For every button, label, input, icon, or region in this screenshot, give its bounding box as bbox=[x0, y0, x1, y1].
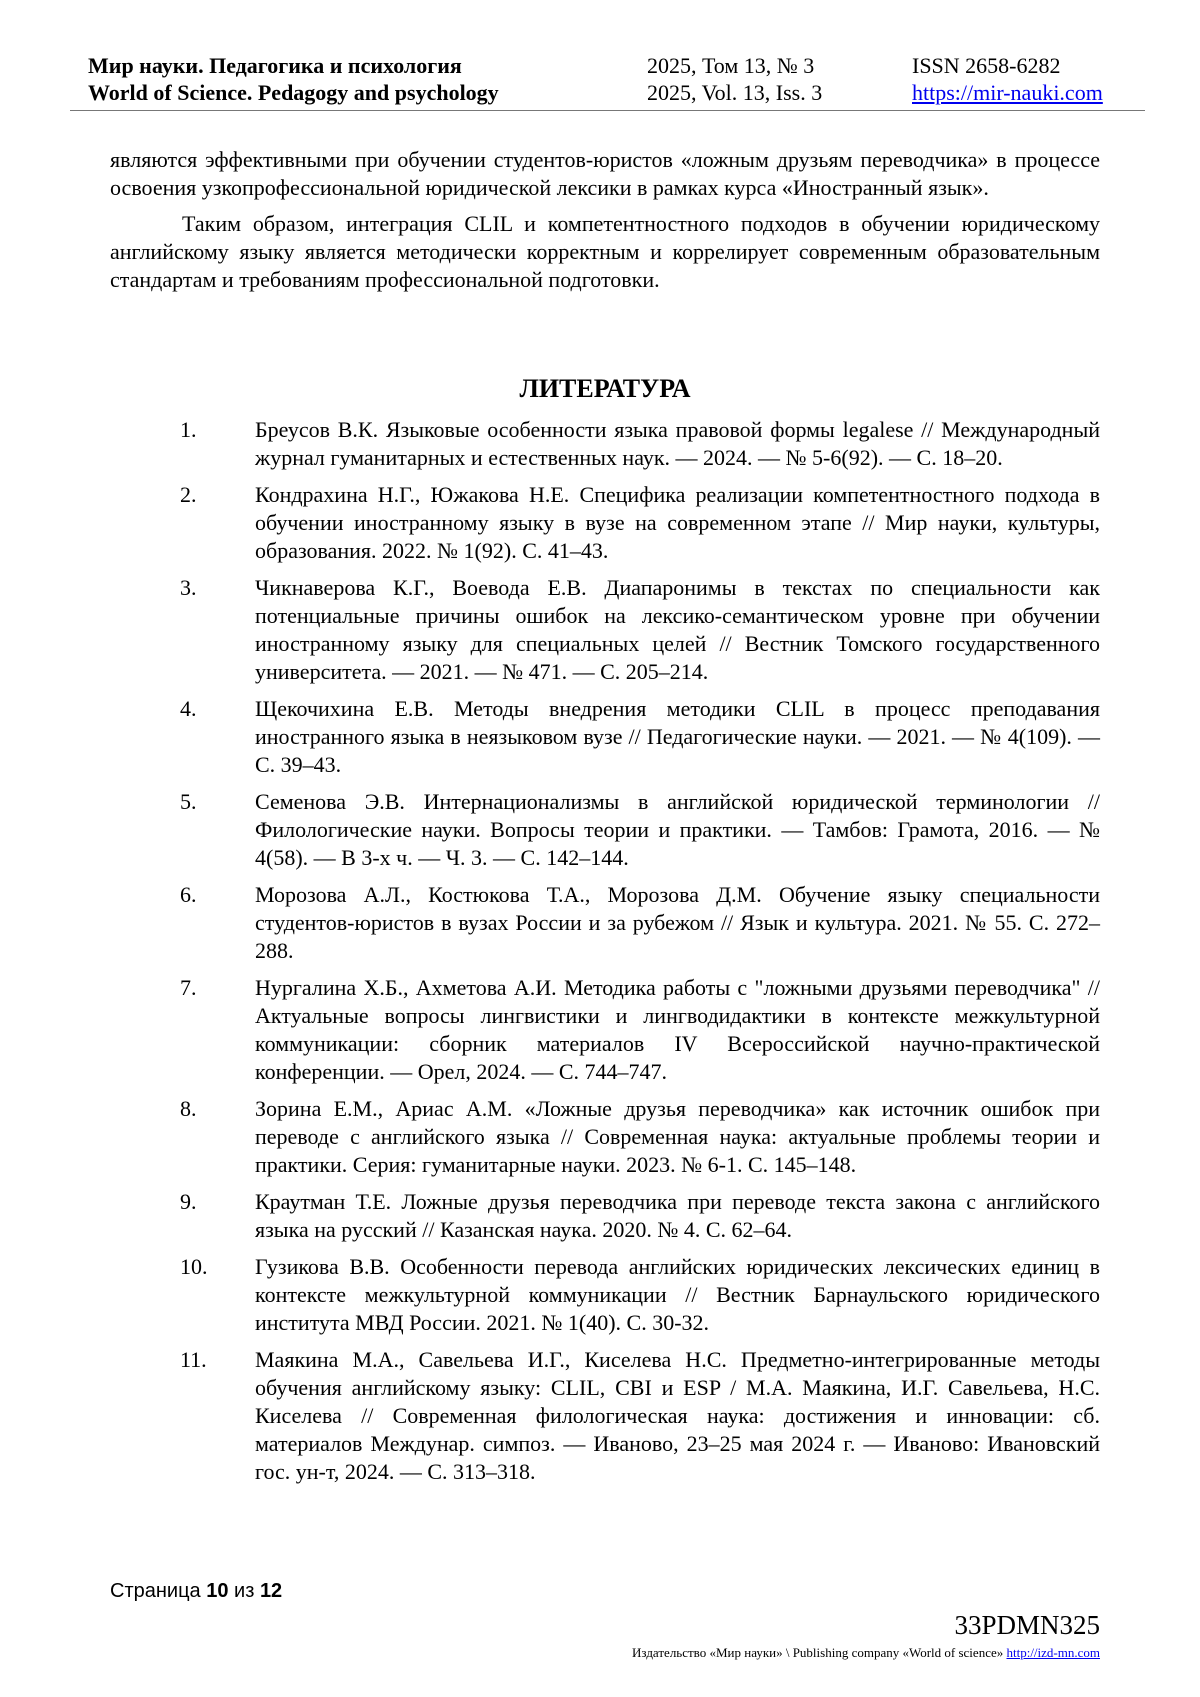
paragraph-2: Таким образом, интеграция CLIL и компетентностного подходов в обучении юридическому английскому языку является методически корректным и коррелирует современным образовательным стандартам и требованиям профессиональной подготовки. bbox=[110, 211, 1100, 292]
reference-text: Маякина М.А., Савельева И.Г., Киселева Н.С. Предметно-интегрированные методы обучения английскому языку: CLIL, CBI и ESP / М.А. Маякина, И.Г. Савельева, Н.С. Киселева // Современная филологическая наука: достижения и инновации: сб. материалов Междунар. симпоз. — Иваново, 23–25 мая 2024 г. — Иваново: Ивановский гос. ун-т, 2024. — С. 313–318. bbox=[255, 1347, 1100, 1484]
reference-text: Семенова Э.В. Интернационализмы в английской юридической терминологии // Филологические науки. Вопросы теории и практики. — Тамбов: Грамота, 2016. — № 4(58). — В 3-х ч. — Ч. 3. — С. 142–144. bbox=[255, 789, 1100, 870]
header-row-en bbox=[70, 79, 1145, 106]
reference-item bbox=[110, 974, 1100, 1086]
page-header bbox=[70, 52, 1145, 106]
reference-text: Щекочихина Е.В. Методы внедрения методики CLIL в процесс преподавания иностранного языка в неязыковом вузе // Педагогические науки. — 2021. — № 4(109). — С. 39–43. bbox=[255, 696, 1100, 777]
publisher-link[interactable]: http://izd-mn.com bbox=[1006, 1645, 1100, 1660]
reference-number: 8. bbox=[180, 1096, 197, 1121]
journal-title-ru: Мир науки. Педагогика и психология bbox=[88, 53, 462, 78]
reference-item bbox=[110, 1253, 1100, 1337]
reference-item bbox=[110, 881, 1100, 965]
reference-item bbox=[110, 695, 1100, 779]
reference-item bbox=[110, 788, 1100, 872]
header-divider bbox=[70, 110, 1145, 111]
reference-number: 6. bbox=[180, 882, 197, 907]
publisher-name: Издательство «Мир науки» \ Publishing company «World of science» bbox=[632, 1645, 1004, 1660]
issue-ru: 2025, Том 13, № 3 bbox=[647, 53, 815, 78]
reference-item bbox=[110, 481, 1100, 565]
document-code: 33PDMN325 bbox=[954, 1610, 1100, 1640]
page-of: из bbox=[234, 1580, 255, 1602]
reference-item bbox=[110, 1188, 1100, 1244]
reference-text: Гузикова В.В. Особенности перевода английских юридических лексических единиц в контексте межкультурной коммуникации // Вестник Барнаульского юридического института МВД России. 2021. № 1(40). С. 30-32. bbox=[255, 1254, 1100, 1335]
reference-number: 2. bbox=[180, 482, 197, 507]
page-word: Страница bbox=[110, 1580, 201, 1602]
reference-number: 4. bbox=[180, 696, 197, 721]
reference-text: Краутман Т.Е. Ложные друзья переводчика при переводе текста закона с английского языка на русский // Казанская наука. 2020. № 4. С. 62–64. bbox=[255, 1189, 1100, 1242]
issn: ISSN 2658-6282 bbox=[912, 53, 1061, 78]
reference-number: 11. bbox=[180, 1347, 207, 1372]
page-counter bbox=[110, 1578, 282, 1604]
page-current: 10 bbox=[206, 1580, 229, 1602]
reference-text: Чикнаверова К.Г., Воевода Е.В. Диапаронимы в текстах по специальности как потенциальные причины ошибок на лексико-семантическом уровне при обучении иностранному языку для специальных целей // Вестник Томского государственного университета. — 2021. — № 471. — С. 205–214. bbox=[255, 575, 1100, 684]
journal-site-link[interactable]: https://mir-nauki.com bbox=[912, 80, 1103, 105]
publisher-line bbox=[632, 1645, 1100, 1661]
page-total: 12 bbox=[259, 1580, 283, 1602]
reference-number: 3. bbox=[180, 575, 197, 600]
reference-item bbox=[110, 1346, 1100, 1486]
reference-text: Кондрахина Н.Г., Южакова Н.Е. Специфика реализации компетентностного подхода в обучении иностранному языку в вузе на современном этапе // Мир науки, культуры, образования. 2022. № 1(92). С. 41–43. bbox=[255, 482, 1100, 563]
reference-number: 9. bbox=[180, 1189, 197, 1214]
paragraph-1: являются эффективными при обучении студентов-юристов «ложным друзьям переводчика» в процессе освоения узкопрофессиональной юридической лексики в рамках курса «Иностранный язык». bbox=[110, 147, 1100, 200]
reference-number: 5. bbox=[180, 789, 197, 814]
header-row-ru bbox=[70, 52, 1145, 79]
reference-number: 10. bbox=[180, 1254, 208, 1279]
reference-text: Морозова А.Л., Костюкова Т.А., Морозова Д.М. Обучение языку специальности студентов-юристов в вузах России и за рубежом // Язык и культура. 2021. № 55. С. 272–288. bbox=[255, 882, 1100, 963]
reference-number: 1. bbox=[180, 417, 197, 442]
reference-text: Нургалина Х.Б., Ахметова А.И. Методика работы с "ложными друзьями переводчика" // Актуальные вопросы лингвистики и лингводидактики в контексте межкультурной коммуникации: сборник материалов IV Всероссийской научно-практической конференции. — Орел, 2024. — С. 744–747. bbox=[255, 975, 1100, 1084]
issue-en: 2025, Vol. 13, Iss. 3 bbox=[647, 80, 823, 105]
reference-item bbox=[110, 574, 1100, 686]
references-list bbox=[110, 416, 1100, 1495]
reference-text: Зорина Е.М., Ариас А.М. «Ложные друзья переводчика» как источник ошибок при переводе с английского языка // Современная наука: актуальные проблемы теории и практики. Серия: гуманитарные науки. 2023. № 6-1. С. 145–148. bbox=[255, 1096, 1100, 1177]
reference-item bbox=[110, 416, 1100, 472]
body-text bbox=[110, 146, 1100, 302]
reference-text: Бреусов В.К. Языковые особенности языка правовой формы legalese // Международный журнал гуманитарных и естественных наук. — 2024. — № 5-6(92). — С. 18–20. bbox=[255, 417, 1100, 470]
journal-title-en: World of Science. Pedagogy and psychology bbox=[88, 80, 499, 105]
reference-number: 7. bbox=[180, 975, 197, 1000]
references-title: ЛИТЕРАТУРА bbox=[519, 374, 691, 403]
reference-item bbox=[110, 1095, 1100, 1179]
